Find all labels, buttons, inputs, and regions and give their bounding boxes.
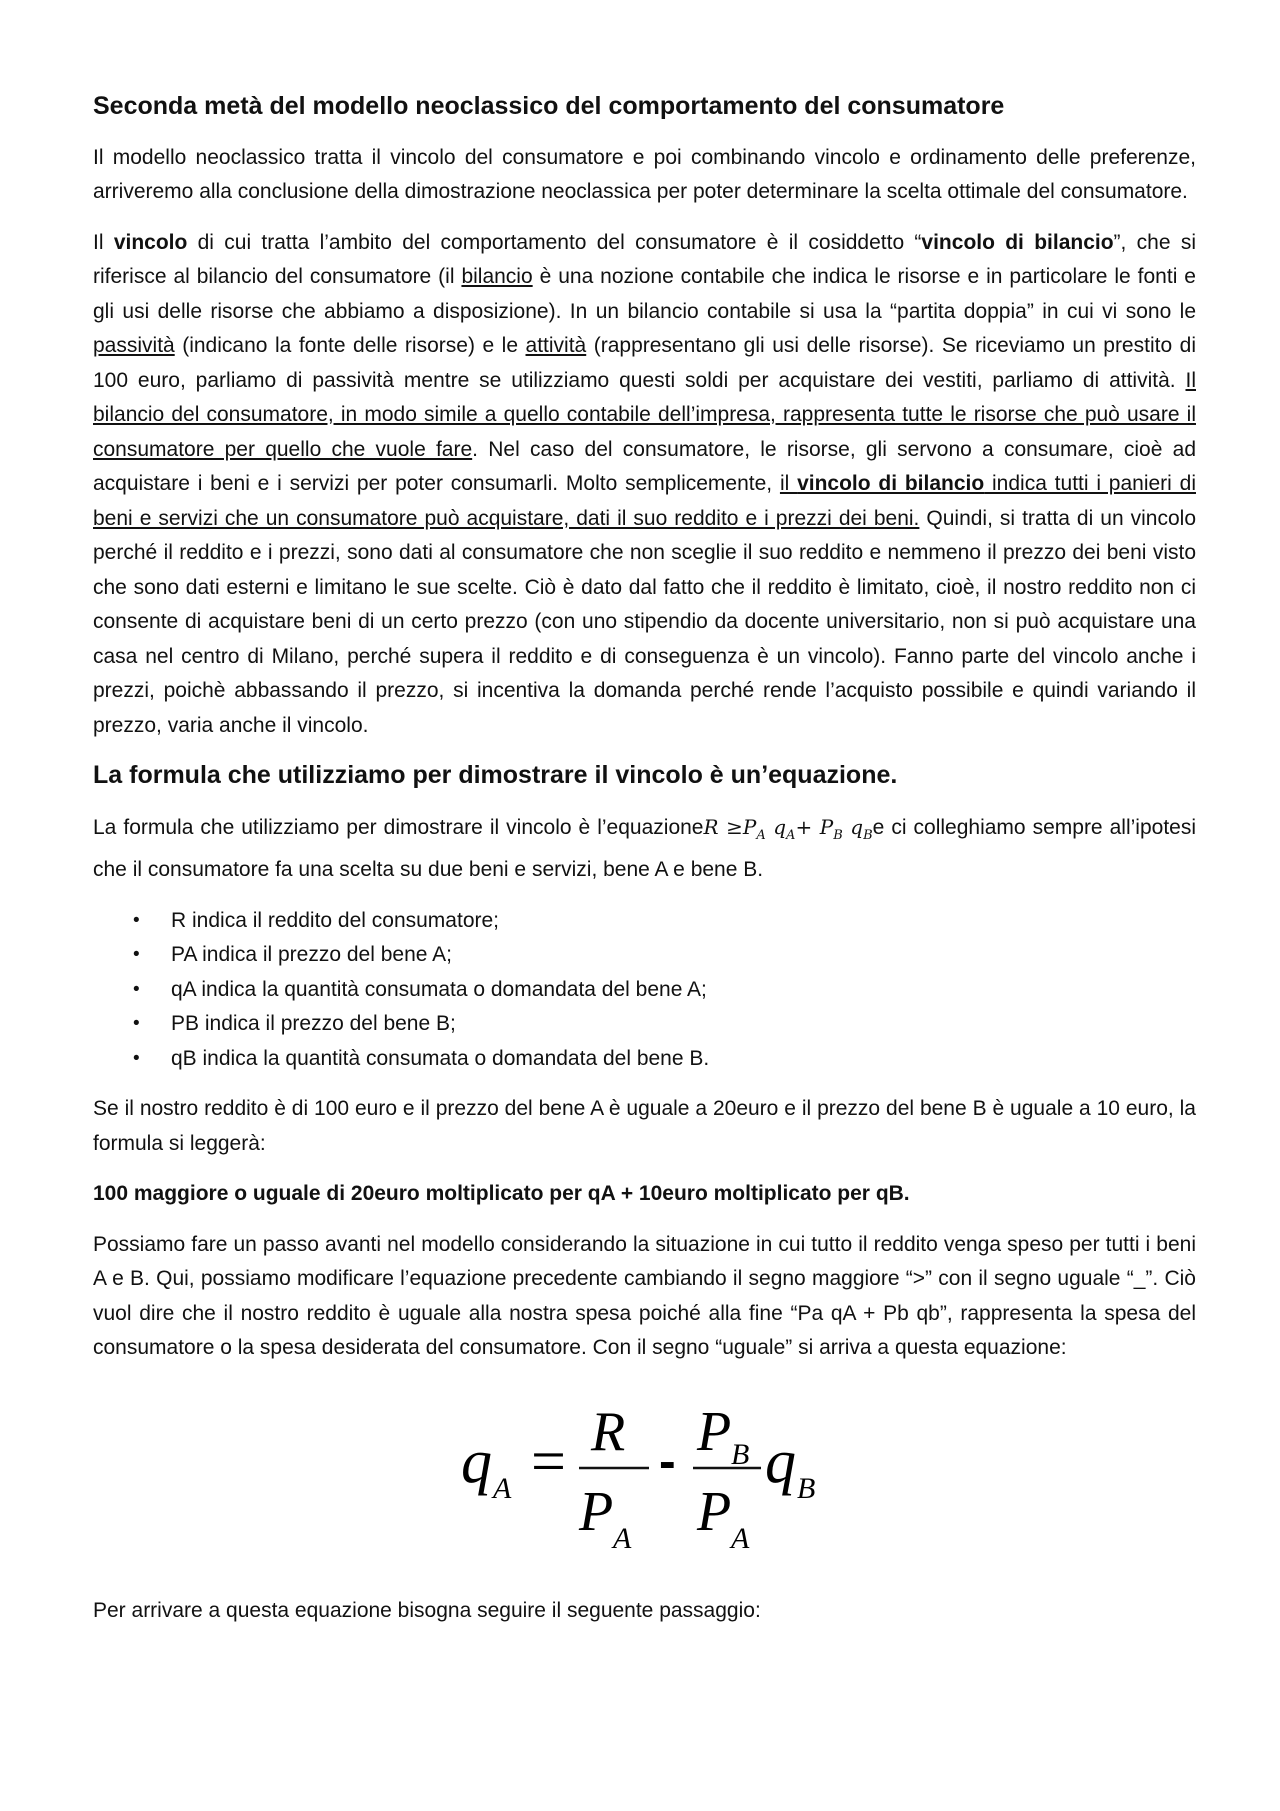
eq-numerator-P: P <box>697 1400 732 1463</box>
term-vincolo-di-bilancio: vincolo di bilancio <box>921 230 1114 254</box>
section-heading-formula: La formula che utilizziamo per dimostrare il vincolo è un’equazione. <box>93 761 898 789</box>
text-run: Quindi, si tratta di un vincolo perché il reddito e i prezzi, sono dati al consumatore che non sceglie il suo reddito e nemmeno il prezzo dei beni visto che sono dati esterni e limitano le sue scelte. Ciò è dato dal fatto che il reddito è limitato, cioè, il nostro reddito non ci consente di acquistare beni di un certo prezzo (con uno stipendio da docente universitario, non si può acquistare una casa nel centro di Milano, perché supera il reddito e di conseguenza è un vincolo). Fanno parte del vincolo anche i prezzi, poichè abbassando il prezzo, si incentiva la domanda perché rende l’acquisto possibile e quindi variando il prezzo, varia anche il vincolo. <box>93 506 1196 737</box>
paragraph-intro: Il modello neoclassico tratta il vincolo del consumatore e poi combinando vincolo e ordinamento delle preferenze, arriveremo alla conclusione della dimostrazione neoclassica per poter determinare la scelta ottimale del consumatore. <box>93 145 1196 203</box>
text-run: indica tutti i panieri di beni e servizi che un consumatore può acquistare, dati il suo reddito e i prezzi dei beni. <box>93 472 1196 530</box>
eq-sub-A: A <box>613 1521 632 1555</box>
list-item <box>133 1042 1196 1077</box>
paragraph-example: Se il nostro reddito è di 100 euro e il prezzo del bene A è uguale a 20euro e il prezzo del bene B è uguale a 10 euro, la formula si leggerà: <box>93 1097 1196 1155</box>
term-vincolo-di-bilancio-2: vincolo di bilancio <box>797 472 985 495</box>
text-run: (indicano la fonte delle risorse) e le <box>174 334 526 357</box>
list-item-text: qA indica la quantità consumata o domandata del bene A; <box>171 977 707 1001</box>
formula-sub-B: B <box>863 827 873 843</box>
bullet-icon: • <box>133 1013 140 1034</box>
text-run: Il <box>93 230 114 254</box>
formula-sub-A: A <box>756 827 766 843</box>
formula-q: q <box>850 814 864 839</box>
formula-P: P <box>742 814 757 839</box>
text-run: La formula che utilizziamo per dimostrare il vincolo è l’equazione <box>93 815 704 839</box>
list-item-text: PB indica il prezzo del bene B; <box>171 1012 456 1035</box>
list-item <box>133 973 1196 1008</box>
term-bilancio: bilancio <box>461 265 533 288</box>
eq-numerator-R: R <box>591 1400 626 1463</box>
bullet-icon: • <box>133 978 140 1000</box>
formula-ge: ≥ <box>726 814 743 839</box>
text-run: e ci colleghiamo sempre all’ipotesi che il consumatore fa una scelta su due beni e servizi, bene A e bene B. <box>93 815 1196 881</box>
bullet-icon: • <box>133 1047 140 1069</box>
term-attivita: attività <box>525 334 587 357</box>
text-run: è una nozione contabile che indica le risorse e in particolare le fonti e gli usi delle risorse che abbiamo a disposizione). In un bilancio contabile si usa la “partita doppia” in cui vi sono le <box>93 265 1196 323</box>
list-item-text: qB indica la quantità consumata o domandata del bene B. <box>171 1046 710 1070</box>
term-vincolo: vincolo <box>113 230 188 254</box>
eq-sub-B: B <box>797 1471 816 1505</box>
formula-R: R <box>703 814 719 839</box>
text-run: il <box>779 472 798 495</box>
document-page <box>93 90 1196 1644</box>
equation-svg <box>93 1382 1196 1572</box>
eq-denominator-P: P <box>697 1480 732 1543</box>
bullet-icon: • <box>133 944 140 965</box>
list-item <box>133 1007 1196 1042</box>
list-item <box>133 904 1196 939</box>
text-run: (rappresentano gli usi delle risorse). Se riceviamo un prestito di 100 euro, parliamo di passività mentre se utilizziamo questi soldi per acquistare dei vestiti, parliamo di attività. <box>93 334 1196 392</box>
eq-sub-A: A <box>493 1471 512 1505</box>
paragraph-formula <box>93 810 1196 888</box>
eq-q-left: q <box>461 1427 492 1496</box>
eq-sub-A: A <box>731 1521 750 1555</box>
formula-sub-B: B <box>833 827 843 843</box>
eq-sub-B: B <box>731 1437 750 1471</box>
example-formula-reading: 100 maggiore o uguale di 20euro moltiplicato per qA + 10euro moltiplicato per qB. <box>93 1182 910 1205</box>
paragraph-next-step: Per arrivare a questa equazione bisogna seguire il seguente passaggio: <box>93 1598 761 1622</box>
eq-equals: = <box>531 1427 566 1496</box>
formula-q: q <box>773 814 787 839</box>
list-item-text: R indica il reddito del consumatore; <box>171 908 500 932</box>
text-run: . Nel caso del consumatore, le risorse, gli servono a consumare, cioè ad acquistare i beni e i servizi per poter consumarli. Molto semplicemente, <box>93 437 1196 495</box>
text-run: ”, che si riferisce al bilancio del consumatore (il <box>93 230 1196 288</box>
term-passivita: passività <box>93 334 175 357</box>
eq-q-right: q <box>765 1427 796 1496</box>
document-title: Seconda metà del modello neoclassico del comportamento del consumatore <box>93 92 1005 120</box>
underlined-definition-bilancio: Il bilancio del consumatore, in modo simile a quello contabile dell’impresa, rappresenta tutte le risorse che può usare il consumatore per quello che vuole fare <box>93 368 1196 461</box>
list-item <box>133 938 1196 973</box>
text-run: di cui tratta l’ambito del comportamento del consumatore è il cosiddetto “ <box>187 230 922 254</box>
paragraph-full-spending: Possiamo fare un passo avanti nel modello considerando la situazione in cui tutto il reddito venga speso per tutti i beni A e B. Qui, possiamo modificare l’equazione precedente cambiando il segno maggiore “>” con il segno uguale “_”. Ciò vuol dire che il nostro reddito è uguale alla nostra spesa poiché alla fine “Pa qA + Pb qb”, rappresenta la spesa del consumatore o la spesa desiderata del consumatore. Con il segno “uguale” si arriva a questa equazione: <box>93 1232 1196 1359</box>
variable-list <box>93 904 1196 1077</box>
formula-sub-A: A <box>786 827 796 843</box>
bullet-icon: • <box>133 909 140 931</box>
equation-display <box>93 1382 1196 1572</box>
inline-budget-formula <box>703 814 873 843</box>
formula-P: P <box>819 814 834 839</box>
eq-denominator-P: P <box>579 1480 614 1543</box>
eq-minus: - <box>659 1432 676 1489</box>
list-item-text: PA indica il prezzo del bene A; <box>171 943 452 966</box>
formula-plus: + <box>795 814 813 839</box>
paragraph-vincolo <box>93 226 1196 744</box>
